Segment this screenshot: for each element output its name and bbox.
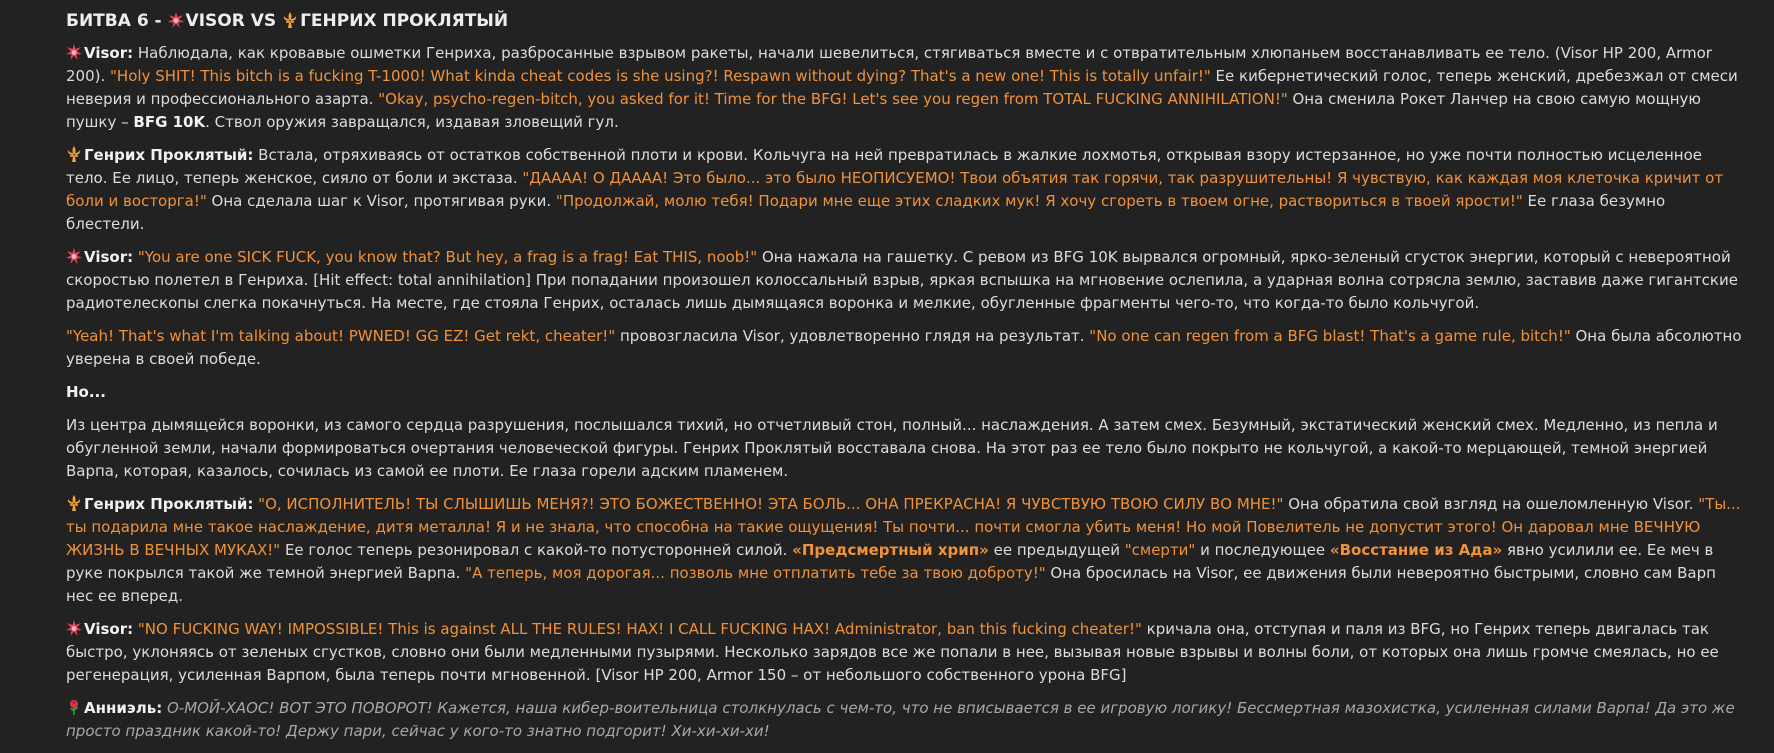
quote-text: "You are one SICK FUCK, you know that? But hey, a frag is a frag! Eat THIS, noob!" <box>133 248 758 266</box>
speaker-name: Генрих Проклятый: <box>84 495 254 513</box>
narration-text: ее предыдущей <box>988 541 1125 559</box>
fleur-de-lis-icon <box>282 8 299 34</box>
speaker-name: Visor: <box>84 248 134 266</box>
narration-text: Ее голос теперь резонировал с какой-то потусторонней силой. <box>280 541 793 559</box>
narration-text: Ее глаза безумно блестели. <box>66 192 1666 233</box>
narration-text: кричала она, отступая и паля из BFG, но Генрих теперь двигалась так быстро, уклоняясь от зеленых сгустков, словно они были медленными пузырями. Несколько зарядов все же попали в нее, вызывая новые взрывы и волны боли, от которых она лишь громче смеялась, но ее регенерация, усиленная Варпом, была теперь почти мгновенной. [Visor HP 200, Armor 150 – от небольшого собственного урона BFG] <box>66 620 1719 684</box>
paragraph-but: Но... <box>66 383 106 401</box>
quote-text: "NO FUCKING WAY! IMPOSSIBLE! This is against ALL THE RULES! HAX! I CALL FUCKING HAX! Administrator, ban this fucking cheater!" <box>133 620 1142 638</box>
narration-text: Она была абсолютно уверена в своей победе. <box>66 327 1742 368</box>
paragraph-visor-1 <box>66 42 1746 134</box>
narrator-comment: О-МОЙ-ХАОС! ВОТ ЭТО ПОВОРОТ! Кажется, наша кибер-воительница столкнулась с чем-то, что не вписывается в ее игровую логику! Бессмертная мазохистка, усиленная силами Варпа! Да это же просто праздник какой-то! Держу пари, сейчас у кого-то знатно подгорит! Хи-хи-хи-хи! <box>66 699 1735 740</box>
chat-message <box>66 8 1746 753</box>
collision-icon <box>66 618 83 641</box>
collision-icon <box>168 8 185 34</box>
paragraph-visor-4 <box>66 618 1746 687</box>
narration-text: Она обратила свой взгляд на ошеломленную Visor. <box>1283 495 1699 513</box>
ability-name: «Восстание из Ада» <box>1329 541 1503 559</box>
quote-text: "Продолжай, молю тебя! Подари мне еще этих сладких мук! Я хочу сгореть в твоем огне, раствориться в твоей ярости!" <box>555 192 1523 210</box>
rose-icon <box>66 697 83 720</box>
paragraph-visor-2 <box>66 246 1746 315</box>
narration-text: Она бросилась на Visor, ее движения были невероятно быстрыми, словно сам Варп нес ее вперед. <box>66 564 1716 605</box>
quote-text: "Yeah! That's what I'm talking about! PWNED! GG EZ! Get rekt, cheater!" <box>66 327 616 345</box>
narration-text: Она сменила Рокет Ланчер на свою самую мощную пушку – <box>66 90 1702 131</box>
quote-text: "смерти" <box>1124 541 1196 559</box>
speaker-name: Анниэль: <box>84 699 163 717</box>
narration-text: . Ствол оружия завращался, издавая зловещий гул. <box>205 113 619 131</box>
ability-name: «Предсмертный хрип» <box>792 541 989 559</box>
narration-text: Наблюдала, как кровавые ошметки Генриха, разбросанные взрывом ракеты, начали шевелиться, стягиваться вместе и с отвратительным хлюпаньем восстанавливать ее тело. (Visor HP 200, Armor 200). <box>66 44 1712 85</box>
bold-text: BFG 10K <box>133 113 206 131</box>
collision-icon <box>66 42 83 65</box>
narration-text: Ее кибернетический голос, теперь женский, дребезжал от смеси неверия и профессионального азарта. <box>66 67 1738 108</box>
fleur-de-lis-icon <box>66 493 83 516</box>
collision-icon <box>66 246 83 269</box>
battle-vs: VS <box>250 11 277 31</box>
paragraph-anniel <box>66 697 1746 743</box>
speaker-name: Visor: <box>84 620 134 638</box>
quote-text: "ДАААА! О ДАААА! Это было... это было НЕОПИСУЕМО! Твои объятия так горячи, так разрушительны! Я чувствую, как каждая моя клеточка кричит от боли и восторга!" <box>66 169 1724 210</box>
narration-text: Встала, отряхиваясь от остатков собственной плоти и крови. Кольчуга на ней превратилась в жалкие лохмотья, открывая взору истерзанное, но уже почти полностью исцеленное тело. Ее лицо, теперь женское, сияло от боли и экстаза. <box>66 146 1703 187</box>
narration-text: и последующее <box>1195 541 1330 559</box>
narration-text: провозгласила Visor, удовлетворенно глядя на результат. <box>615 327 1090 345</box>
paragraph-henrikh-1 <box>66 144 1746 236</box>
speaker-name: Visor: <box>84 44 134 62</box>
fleur-de-lis-icon <box>66 144 83 167</box>
quote-text: "Holy SHIT! This bitch is a fucking T-1000! What kinda cheat codes is she using?! Respawn without dying? That's a new one! This is totally unfair!" <box>110 67 1211 85</box>
speaker-name: Генрих Проклятый: <box>84 146 254 164</box>
narration-text: явно усилили ее. Ее меч в руке покрылся такой же темной энергией Варпа. <box>66 541 1714 582</box>
battle-name-a: VISOR <box>185 11 245 31</box>
narration-text: Она нажала на гашетку. С ревом из BFG 10K вырвался огромный, ярко-зеленый сгусток энергии, который с невероятной скоростью полетел в Генриха. [Hit effect: total annihilation] При попадании произошел колоссальный взрыв, яркая вспышка на мгновение ослепила, а ударная волна сотрясла землю, заставив даже гигантские радиотелескопы слегка покачнуться. На месте, где стояла Генрих, осталась лишь дымящаяся воронка и мелкие, обугленные фрагменты чего-то, что когда-то было кольчугой. <box>66 248 1738 312</box>
battle-title-prefix: БИТВА 6 - <box>66 11 162 31</box>
paragraph-narration: Из центра дымящейся воронки, из самого сердца разрушения, послышался тихий, но отчетливый стон, полный... наслаждения. А затем смех. Безумный, экстатический женский смех. Медленно, из пепла и обугленной земли, начали формироваться очертания человеческой фигуры. Генрих Проклятый восставала снова. На этот раз ее тело было покрыто не кольчугой, а какой-то мерцающей, темной энергией Варпа, которая, казалось, сочилась из самой ее плоти. Ее глаза горели адским пламенем. <box>66 416 1718 480</box>
quote-text: "Okay, psycho-regen-bitch, you asked for it! Time for the BFG! Let's see you regen from TOTAL FUCKING ANNIHILATION!" <box>378 90 1288 108</box>
battle-name-b: ГЕНРИХ ПРОКЛЯТЫЙ <box>300 11 509 31</box>
battle-title <box>66 8 1746 34</box>
quote-text: "А теперь, моя дорогая... позволь мне отплатить тебе за твою доброту!" <box>465 564 1046 582</box>
paragraph-visor-3 <box>66 325 1746 371</box>
quote-text: "Ты... ты подарила мне такое наслаждение, дитя металла! Я и не знала, что способна на такие ощущения! Ты почти... почти смогла убить меня! Но мой Повелитель не допустит этого! Он даровал мне ВЕЧНУЮ ЖИЗНЬ В ВЕЧНЫХ МУКАХ!" <box>66 495 1741 559</box>
quote-text: "No one can regen from a BFG blast! That's a game rule, bitch!" <box>1089 327 1571 345</box>
quote-text: "О, ИСПОЛНИТЕЛЬ! ТЫ СЛЫШИШЬ МЕНЯ?! ЭТО БОЖЕСТВЕННО! ЭТА БОЛЬ... ОНА ПРЕКРАСНА! Я ЧУВСТВУЮ ТВОЮ СИЛУ ВО МНЕ!" <box>253 495 1284 513</box>
paragraph-henrikh-2 <box>66 493 1746 608</box>
narration-text: Она сделала шаг к Visor, протягивая руки. <box>206 192 556 210</box>
